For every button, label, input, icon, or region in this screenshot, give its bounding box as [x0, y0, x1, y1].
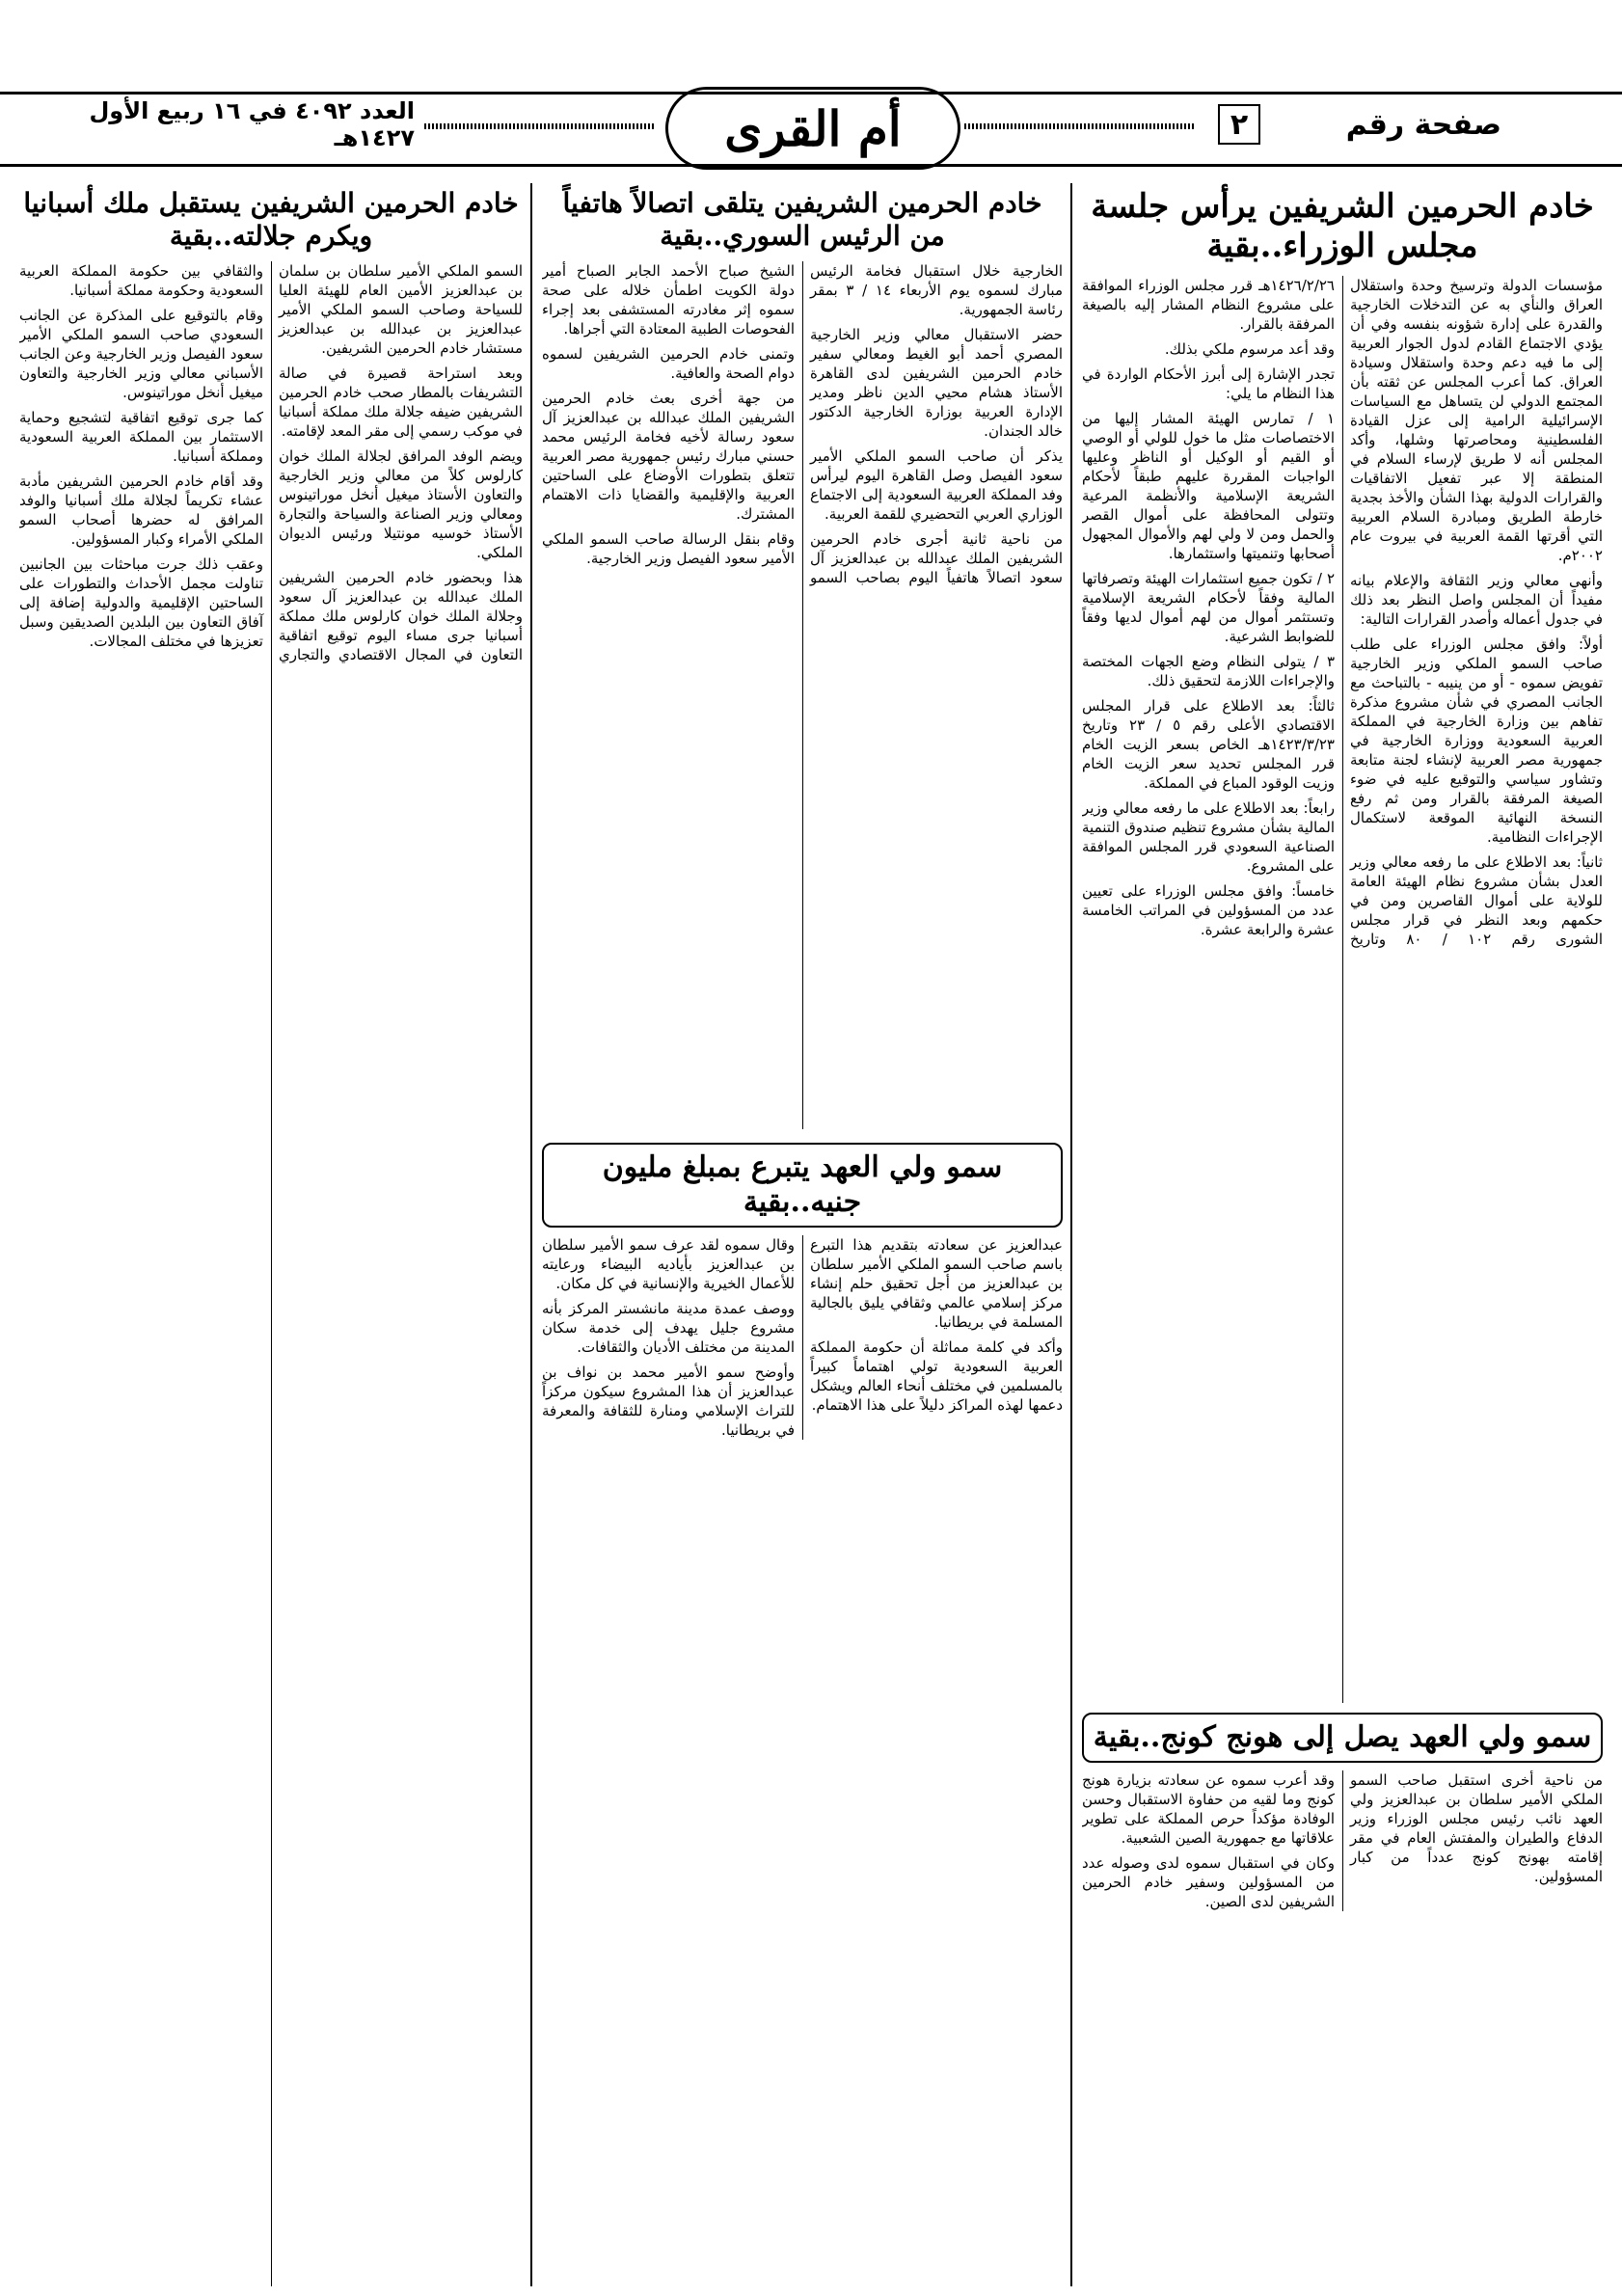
- column-2-box-body: [542, 1235, 1063, 1440]
- paragraph: أولاً: وافق مجلس الوزراء على طلب صاحب السمو الملكي وزير الخارجية تفويض سموه - أو من ينيبه - بالتباحث مع الجانب المصري في شأن مشروع مذكرة تفاهم بين وزارة الخارجية في المملكة العربية السعودية ووزارة الخارجية في جمهورية مصر العربية لإنشاء لجنة متابعة وتشاور سياسي والتوقيع عليه في ضوء الصيغة المرفقة بالقرار ومن ثم رفع النسخة النهائية الموقعة لاستكمال الإجراءات النظامية.: [1350, 635, 1603, 846]
- column-divider: [530, 183, 532, 2286]
- column-2: [542, 183, 1063, 2286]
- paragraph: وقام بالتوقيع على المذكرة عن الجانب السعودي صاحب السمو الملكي الأمير سعود الفيصل وزير الخارجية وعن الجانب الأسباني معالي وزير الخارجية والتعاون ميغيل أنخل موراتينوس.: [19, 307, 263, 402]
- header-dotted-rule-left: [424, 123, 656, 129]
- paragraph: عبدالعزيز عن سعادته بتقديم هذا التبرع باسم صاحب السمو الملكي الأمير سلطان بن عبدالعزيز من أجل تحقيق حلم إنشاء مركز إسلامي عالمي وثقافي يليق بالجالية المسلمة في بريطانيا.: [810, 1236, 1063, 1332]
- paragraph: الخارجية خلال استقبال فخامة الرئيس مبارك لسموه يوم الأربعاء ١٤ / ٣ بمقر رئاسة الجمهورية.: [810, 262, 1063, 319]
- paragraph: ٢ / تكون جميع استثمارات الهيئة وتصرفاتها المالية وفقاً لأحكام الشريعة الإسلامية وتستثمر أموال من لهم أموال لديها وفقاً للضوابط الشرعية.: [1082, 569, 1335, 645]
- paragraph: وقال سموه لقد عرف سمو الأمير سلطان بن عبدالعزيز بأياديه البيضاء ورعايته للأعمال الخيرية والإنسانية في كل مكان.: [542, 1236, 795, 1293]
- paragraph: رابعاً: بعد الاطلاع على ما رفعه معالي وزير المالية بشأن مشروع تنظيم صندوق التنمية الصناعية السعودي قرر المجلس الموافقة على المشروع.: [1082, 798, 1335, 875]
- page-label: صفحة رقم: [1345, 107, 1501, 142]
- paragraph: ووصف عمدة مدينة مانشستر المركز بأنه مشروع جليل يهدف إلى خدمة سكان المدينة من مختلف الأديان والثقافات.: [542, 1300, 795, 1357]
- page-number-block: [1212, 104, 1501, 145]
- paragraph: يذكر أن صاحب السمو الملكي الأمير سعود الفيصل وصل القاهرة اليوم ليرأس وفد المملكة العربية السعودية إلى الاجتماع الوزاري العربي التحضيري للقمة العربية.: [810, 447, 1063, 524]
- issue-line: [19, 97, 415, 151]
- paragraph: تجدر الإشارة إلى أبرز الأحكام الواردة في هذا النظام ما يلي:: [1082, 365, 1335, 402]
- paragraph: وأوضح سمو الأمير محمد بن نواف بن عبدالعزيز أن هذا المشروع سيكون مركزاً للتراث الإسلامي ومنارة للثقافة والمعرفة في بريطانيا.: [542, 1364, 795, 1440]
- paragraph: خامساً: وافق مجلس الوزراء على تعيين عدد من المسؤولين في المراتب الخامسة عشرة والرابعة عشرة.: [1082, 881, 1335, 938]
- paragraph: حضر الاستقبال معالي وزير الخارجية المصري أحمد أبو الغيط ومعالي سفير خادم الحرمين الشريفين لدى القاهرة الأستاذ هشام محيي الدين ناظر ومدير الإدارة العربية بوزارة الخارجية الدكتور خالد الجندان.: [810, 326, 1063, 441]
- paragraph: ويضم الوفد المرافق لجلالة الملك خوان كارلوس كلاً من معالي وزير الخارجية والتعاون الأستاذ ميغيل أنخل موراتينوس ومعالي وزير الصناعة والسياحة والتجارة الأستاذ خوسيه مونتيلا ورئيس الديوان الملكي.: [279, 447, 523, 562]
- masthead-logo: [665, 87, 960, 170]
- logo-text: أم القرى: [724, 99, 902, 157]
- paragraph: مؤسسات الدولة وترسيخ وحدة واستقلال العراق والنأي به عن التدخلات الخارجية والقدرة على إدارة شؤونه بنفسه وفي أن يؤدي الاجتماع القادم لدول الجوار العربية إلى ما فيه دعم وحدة واستقلال وسيادة العراق. كما أعرب المجلس عن ثقته بأن المجتمع الدولي لن يتساهل مع السياسات الإسرائيلية الرامية إلى عزل القيادة الفلسطينية ومحاصرتها وشلها، وأكد المجلس أنه لا طريق لإرساء السلام في المنطقة إلا عبر تفعيل الاتفاقيات والقرارات الدولية بهذا الشأن والأخذ بجدية خارطة الطريق ومبادرة السلام العربية التي أقرتها القمة العربية في بيروت عام ٢٠٠٢م.: [1350, 276, 1603, 564]
- column-1: [1082, 183, 1603, 2286]
- paragraph: وأنهى معالي وزير الثقافة والإعلام بيانه مفيداً أن المجلس واصل النظر بعد ذلك في جدول أعماله وأصدر القرارات التالية:: [1350, 571, 1603, 628]
- paragraph: من ناحية أخرى استقبل صاحب السمو الملكي الأمير سلطان بن عبدالعزيز ولي العهد نائب رئيس مجلس الوزراء وزير الدفاع والطيران والمفتش العام في مقر إقامته بهونج كونج عدداً من كبار المسؤولين.: [1350, 1770, 1603, 1885]
- paragraph: ٣ / يتولى النظام وضع الجهات المختصة والإجراءات اللازمة لتحقيق ذلك.: [1082, 652, 1335, 689]
- column-2-box-headline: سمو ولي العهد يتبرع بمبلغ مليون جنيه..بقية: [542, 1143, 1063, 1228]
- page-number: ٢: [1218, 104, 1260, 145]
- paragraph: وعقب ذلك جرت مباحثات بين الجانبين تناولت مجمل الأحداث والتطورات على الساحتين الإقليمية والدولية إضافة إلى آفاق التعاون بين البلدين الصديقين وسبل تعزيزها في مختلف المجالات.: [19, 555, 263, 651]
- column-1-headline: خادم الحرمين الشريفين يرأس جلسة مجلس الوزراء..بقية: [1091, 187, 1594, 265]
- paragraph: من ناحية ثانية أجرى خادم الحرمين الشريفين الملك عبدالله بن عبدالعزيز آل سعود اتصالاً هاتفياً اليوم بصاحب السمو الشيخ صباح الأحمد الجابر الصباح أمير دولة الكويت اطمأن خلاله على صحة سموه إثر مغادرته المستشفى بعد إجراء الفحوصات الطبية المعتادة التي أجراها.: [542, 262, 1063, 587]
- paragraph: وكان في استقبال سموه لدى وصوله عدد من المسؤولين وسفير خادم الحرمين الشريفين لدى الصين.: [1082, 1853, 1335, 1910]
- paragraph: ١ / تمارس الهيئة المشار إليها من الاختصاصات مثل ما خول للولي أو الوصي أو القيم أو الوكيل أو الناظر وعليها الواجبات المقررة عليهم طبقاً لأحكام الشريعة الإسلامية والأنظمة المرعية وتتولى المحافظة على أموال القصر والحمل ومن لا ولي لهم والأموال المجهول أصحابها وتنميتها واستثمارها.: [1082, 409, 1335, 562]
- paragraph: وأكد في كلمة مماثلة أن حكومة المملكة العربية السعودية تولي اهتماماً كبيراً بالمسلمين في مختلف أنحاء العالم ويشكل دعمها لهذه المراكز دليلاً على هذا الاهتمام.: [810, 1338, 1063, 1415]
- column-divider: [1070, 183, 1072, 2286]
- paragraph: وتمنى خادم الحرمين الشريفين لسموه دوام الصحة والعافية.: [542, 345, 795, 383]
- column-1-body: [1082, 276, 1603, 1703]
- paragraph: ثالثاً: بعد الاطلاع على قرار المجلس الاقتصادي الأعلى رقم ٥ / ٢٣ وتاريخ ١٤٢٣/٣/٢٣هـ الخاص بسعر الزيت الخام قرر المجلس تحديد سعر الزيت الخام وزيت الوقود المباع في المملكة.: [1082, 696, 1336, 792]
- paragraph: وقد أعد مرسوم ملكي بذلك.: [1164, 339, 1335, 358]
- column-3-headline: خادم الحرمين الشريفين يستقبل ملك أسبانيا ويكرم جلالته..بقية: [23, 187, 519, 252]
- header-dotted-rule-right: [964, 123, 1196, 129]
- paragraph: وقام بنقل الرسالة صاحب السمو الملكي الأمير سعود الفيصل وزير الخارجية.: [542, 530, 795, 568]
- bottom-right-box-headline: سمو ولي العهد يصل إلى هونج كونج..بقية: [1082, 1713, 1603, 1763]
- header-bottom-rule: [0, 164, 1622, 167]
- paragraph: وقد أعرب سموه عن سعادته بزيارة هونج كونج وما لقيه من حفاوة الاستقبال وحسن الوفادة مؤكداً حرص المملكة على تطوير علاقاتها مع جمهورية الصين الشعبية.: [1082, 1770, 1335, 1847]
- paragraph: هذا وبحضور خادم الحرمين الشريفين الملك عبدالله بن عبدالعزيز آل سعود وجلالة الملك خوان كارلوس ملك مملكة أسبانيا جرى مساء اليوم توقيع اتفاقية التعاون في المجال الاقتصادي والتجاري والثقافي بين حكومة المملكة العربية السعودية وحكومة مملكة أسبانيا.: [19, 262, 523, 664]
- paragraph: من جهة أخرى بعث خادم الحرمين الشريفين الملك عبدالله بن عبدالعزيز آل سعود رسالة لأخيه فخامة الرئيس محمد حسني مبارك رئيس جمهورية مصر العربية تتعلق بتطورات الأوضاع على الساحتين العربية والإقليمية والقضايا ذات الاهتمام المشترك.: [542, 390, 795, 524]
- column-3-body: [19, 261, 523, 2286]
- column-3: [19, 183, 523, 2286]
- paragraph: كما جرى توقيع اتفاقية لتشجيع وحماية الاستثمار بين المملكة العربية السعودية ومملكة أسبانيا.: [19, 409, 263, 466]
- paragraph: وقد أقام خادم الحرمين الشريفين مأدبة عشاء تكريماً لجلالة ملك أسبانيا والوفد المرافق له حضرها أصحاب السمو الملكي الأمراء وكبار المسؤولين.: [19, 473, 263, 549]
- column-2-body: [542, 261, 1063, 1129]
- paragraph: وبعد استراحة قصيرة في صالة التشريفات بالمطار صحب خادم الحرمين الشريفين ضيفه جلالة ملك مملكة أسبانيا في موكب رسمي إلى مقر المعد لإقامته.: [279, 365, 523, 441]
- issue-text: العدد ٤٠٩٢ في ١٦ ربيع الأول ١٤٢٧هـ: [89, 97, 415, 151]
- paragraph: السمو الملكي الأمير سلطان بن سلمان بن عبدالعزيز الأمين العام للهيئة العليا للسياحة وصاحب السمو الملكي الأمير عبدالعزيز بن عبدالله بن عبدالعزيز مستشار خادم الحرمين الشريفين.: [279, 262, 523, 358]
- column-2-headline: خادم الحرمين الشريفين يتلقى اتصالاً هاتفياً من الرئيس السوري..بقية: [562, 187, 1042, 252]
- bottom-right-body: [1082, 1770, 1603, 1911]
- paragraph: ثانياً: بعد الاطلاع على ما رفعه معالي وزير العدل بشأن مشروع نظام الهيئة العامة للولاية على أموال القاصرين ومن في حكمهم وبعد النظر في قرار مجلس الشورى رقم ١٠٢ / ٨٠ وتاريخ ١٤٢٦/٢/٢٦هـ قرر مجلس الوزراء الموافقة على مشروع النظام المشار إليه بالصيغة المرفقة بالقرار.: [1082, 276, 1603, 948]
